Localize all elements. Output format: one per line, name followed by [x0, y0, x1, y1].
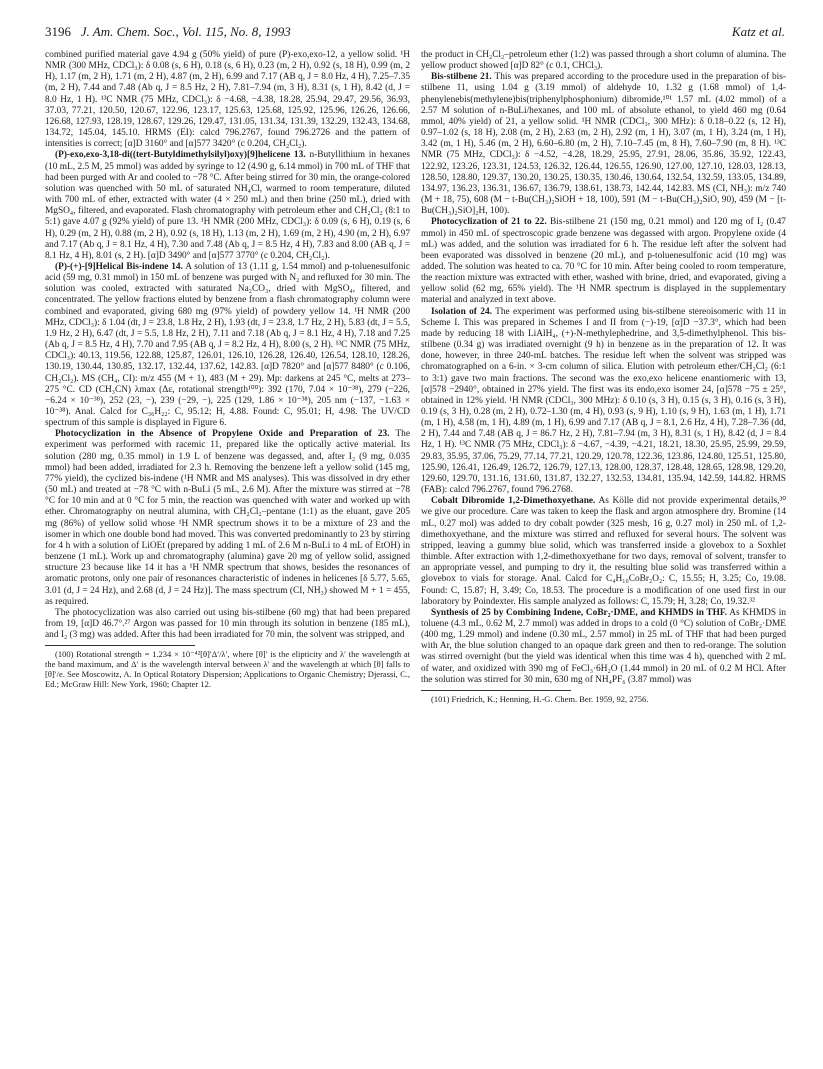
- paragraph: [421, 496, 786, 608]
- paragraph: [45, 50, 410, 150]
- footnote: (100) Rotational strength = 1.234 × 10⁻⁴²[θ]′Δ′/λ′, where [θ]′ is the elipticity and λ′ the wavelength at the band maximum, and Δ′ is the wavelength interval between λ′ and the wavelength at which [θ] falls to [θ]′/e. See Moscowitz, A. In Optical Rotatory Dispersion; Applications to Organic Chemistry; Djerassi, C., Ed.; McGraw Hill: New York, 1960; Chapter 12.: [45, 649, 410, 690]
- paragraph: [45, 150, 410, 262]
- paragraph-text: As Kölle did not provide experimental details,³⁰ we give our procedure. Care was taken to keep the flask and argon atmosphere dry. Bromine (14 mL, 0.27 mol) was added to dry cobalt powder (325 mesh, 16 g, 0.27 mol) in 250 mL of 1,2-dimethoxyethane, and the mixture was stirred and refluxed for several hours. The solvent was stripped, leaving a gummy blue solid, which was transferred inside a glovebox to a Soxhlet thimble. After extraction with 1,2-dimethoxyethane for two days, removal of solvent, transfer to an appropriate vessel, and pumping to dry it, the resulting blue solid was transferred within a glovebox to vials for storage. Anal. Calcd for C₄H₁₀CoBr₂O₂: C, 15.55; H, 3.25; Co, 19.08. Found: C, 15.87; H, 3.49; Co, 18.53. The procedure is a modification of one used first in our laboratory by Poindexter. His sample analyzed as follows: C, 15.79; H, 3.28; Co, 19.32.³²: [421, 496, 786, 607]
- run-in-heading: Photocyclization of 21 to 22.: [431, 217, 547, 228]
- paragraph: [421, 50, 786, 72]
- right-column: [421, 50, 786, 1055]
- paragraph: [45, 608, 410, 641]
- run-in-heading: Bis-stilbene 21.: [431, 72, 492, 83]
- paragraph-text: the product in CH₂Cl₂–petroleum ether (1:2) was passed through a short column of alumina. The yellow product showed [α]D 82° (c 0.1, CHCl₃).: [421, 50, 786, 72]
- paragraph-text: As KHMDS in toluene (4.3 mL, 0.62 M, 2.7 mmol) was added in drops to a cold (0 °C) solution of CoBr₂·DME (400 mg, 1.29 mmol) and indene (0.30 mL, 2.57 mmol) in 25 mL of THF that had been purged with Ar, the blue solution changed to an opaque dark green and then to red-orange. The solution was stirred overnight (but the yield was identical when this time was 4 h), quenched with 2 mL of water, and oxidized with 390 mg of FeCl₃·6H₂O (1.44 mmol) in 20 mL of 0.2 M HCl. After the solution was stirred for 30 min, 630 mg of NH₄PF₆ (3.87 mmol) was: [421, 607, 786, 685]
- paragraph: [421, 72, 786, 217]
- running-authors: Katz et al.: [731, 24, 785, 39]
- paragraph-text: The photocyclization was also carried out using bis-stilbene (60 mg) that had been prepared from 19, [α]D 46.7°.²⁷ Argon was passed for 10 min through its solution in benzene (185 mL), and I₂ (3 mg) was added. After this had been irradiated for 70 min, the solvent was stripped, and: [45, 607, 410, 641]
- run-in-heading: (P)-(+)-[9]Helical Bis-indene 14.: [55, 261, 183, 272]
- run-in-heading: Photocyclization in the Absence of Propylene Oxide and Preparation of 23.: [55, 429, 390, 440]
- footnote: (101) Friedrich, K.; Henning, H.-G. Chem. Ber. 1959, 92, 2756.: [431, 693, 649, 704]
- run-in-heading: Isolation of 24.: [431, 306, 492, 317]
- footnote-rule: [45, 645, 195, 646]
- paragraph-text: The experiment was performed using bis-stilbene stereoisomeric with 11 in Scheme I. This was prepared in Schemes I and II from (−)-19, [α]D −37.3°, which had been made by reducing 18 with LiAlH₄, (+)-N-methylephedrine, and 3,5-dimethylphenol. This bis-stilbene (0.34 g) was irradiated overnight (9 h) in benzene as in the preparation of 12. It was done, however, in three 240-mL batches. The residue left when the solvent was stripped was chromatographed on a 6-in. × 3-cm column of silica. Elution with petroleum ether/CH₂Cl₂ (6:1 to 3:1) gave two main fractions. The second was the exo,exo helicene enantiomeric with 13, [α]578 −2940°, obtained in 27% yield. The first was its endo,exo isomer 24, [α]578 −75 ± 25°, obtained in 12% yield. ¹H NMR (CDCl₃, 300 MHz): δ 0.10 (s, 3 H), 0.15 (s, 3 H), 0.16 (s, 3 H), 0.19 (s, 3 H), 0.28 (m, 2 H), 0.72–1.30 (m, 4 H), 0.93 (s, 9 H), 1.10 (s, 9 H), 1.63 (m, 1 H), 1.71 (m, 1 H), 4.58 (m, 1 H), 4.89 (m, 1 H), 6.99 and 7.17 (AB q, J = 8.1, 2.6 Hz, 4 H), 7.28–7.36 (dd, 2 H), 7.44 and 7.48 (AB q, J = 86.7 Hz, 2 H), 7.81–7.94 (m, 3 H), 8.31 (s, 1 H), 8.42 (d, J = 8.4 Hz, 1 H). ¹³C NMR (75 MHz, CDCl₃): δ −4.67, −4.39, −4.21, 18.21, 18.30, 25.95, 25.99, 29.59, 29.83, 35.95, 37.06, 75.29, 77.14, 77.21, 120.29, 120.78, 122.36, 123.86, 124.80, 125.51, 125.80, 125.90, 126.41, 126.49, 126.72, 126.79, 127.13, 128.00, 128.37, 128.48, 128.65, 128.98, 129.20, 129.60, 129.70, 131.16, 131.60, 131.87, 132.27, 132.53, 134.81, 135.94, 142.59, 144.82. HRMS (FAB): calcd 796.2767, found 796.2768.: [421, 306, 786, 496]
- paragraph: [421, 217, 786, 306]
- paragraph: [45, 262, 410, 429]
- run-in-heading: (P)-exo,exo-3,18-di((tert-Butyldimethylsilyl)oxy)[9]helicene 13.: [55, 150, 306, 161]
- paragraph: [45, 429, 410, 608]
- run-in-heading: Synthesis of 25 by Combining Indene, CoBr₂·DME, and KHMDS in THF.: [431, 607, 728, 618]
- footnote-rule: [421, 690, 571, 691]
- paragraph-text: Bis-stilbene 21 (150 mg, 0.21 mmol) and 120 mg of I₂ (0.47 mmol) in 450 mL of spectroscopic grade benzene was degassed with argon. Propylene oxide (4 mL) was added, and the solution was irradiated for 6 h. The residue left after the solvent had been evaporated was dissolved in benzene (20 mL), and p-toluenesulfonic acid (10 mg) was added. The solution was heated to ca. 70 °C for 10 min. After being cooled to room temperature, the reaction mixture was extracted with ether, washed with brine, dried, and evaporated, giving a yellow solid (62 mg, 65% yield). The ¹H NMR spectrum is displayed in the supplementary material and analyzed in text above.: [421, 217, 786, 306]
- run-in-heading: Cobalt Dibromide 1,2-Dimethoxyethane.: [431, 496, 596, 507]
- paragraph-text: The experiment was performed with racemic 11, prepared like the optically active material. Its solution (280 mg, 0.35 mmol) in 1.9 L of benzene was degassed, and, after I₂ (9 mg, 0.035 mmol) had been added, irradiated for 2.3 h. Removing the benzene left a yellow solid (145 mg, 77% yield), the cyclized bis-indene (¹H NMR and MS analyses). This was dissolved in dry ether (50 mL) and treated at −78 °C with n-BuLi (5 mL, 2.6 M). After the mixture was stirred at −78 °C for 10 min and at 0 °C for 5 min, the reaction was quenched with water and worked up with ether. Chromatography on neutral alumina, with CH₂Cl₂–pentane (1:1) as the eluant, gave 205 mg (86%) of yellow solid whose ¹H NMR spectrum shows it to be a mixture of 23 and the isomer in which one double bond had moved. This was converted predominantly to 23 by stirring for 4 h with a solution of LiOEt (prepared by adding 1 mL of 2.6 M n-BuLi to 4 mL of EtOH) in benzene (1 mL). Work up and chromatography (alumina) gave 20 mg of yellow solid, assigned structure 23 because like 14 it has a ¹H NMR spectrum that shows, besides the resonances of aromatic protons, only one pair of resonances characteristic of indenes in helicenes [δ 5.77, 5.65, 3.01 (d, J = 24 Hz), and 2.68 (d, J = 24 Hz)]. The mass spectrum (CI, NH₃) showed M + 1 = 455, as required.: [45, 429, 410, 607]
- paragraph: [421, 608, 786, 686]
- journal-citation: J. Am. Chem. Soc., Vol. 115, No. 8, 1993: [80, 24, 291, 39]
- paragraph: [421, 307, 786, 497]
- paragraph-text: A solution of 13 (1.11 g, 1.54 mmol) and p-toluenesulfonic acid (59 mg, 0.31 mmol) in 150 mL of benzene was purged with N₂ and refluxed for 30 min. The solution was cooled, extracted with saturated Na₂CO₃, dried with MgSO₄, filtered, and concentrated. The yellow fractions eluted by benzene from a flash chromatography column were combined and evaporated, giving 680 mg (97% yield) of powdery yellow 14. ¹H NMR (200 MHz, CDCl₃): δ 1.04 (dt, J = 23.8, 1.8 Hz, 2 H), 1.93 (dt, J = 23.8, 1.7 Hz, 2 H), 5.83 (dt, J = 5.5, 1.9 Hz, 2 H), 6.47 (dt, J = 5.5, 1.8 Hz, 2 H), 7.11 and 7.18 (Ab q, J = 8.1 Hz, 4 H), 7.18 and 7.25 (Ab q, J = 8.5 Hz, 4 H), 7.70 and 7.95 (AB q, J = 8.2 Hz, 4 H), 8.00 (s, 2 H). ¹³C NMR (75 MHz, CDCl₃): 40.13, 119.56, 122.88, 125.87, 126.01, 126.10, 126.28, 126.40, 126.54, 128.10, 128.26, 130.19, 130.44, 130.85, 132.17, 132.44, 137.62, 142.83. [α]D 7820° and [α]577 8480° (c 0.106, CH₂Cl₂). MS (CH₄, CI): m/z 455 (M + 1), 483 (M + 29). Mp: darkens at 245 °C, melts at 273–275 °C. CD (CH₃CN) λmax (Δε, rotational strength¹⁰⁰): 392 (170, 7.04 × 10⁻³⁸), 279 (−226, −6.24 × 10⁻³⁸), 252 (23, −), 239 (−29, −), 225 (129, 1.86 × 10⁻³⁸), 205 nm (−137, −1.63 × 10⁻³⁸). Anal. Calcd for C₃₆H₂₂: C, 95.12; H, 4.88. Found: C, 95.01; H, 4.98. The UV/CD spectrum of this sample is displayed in Figure 6.: [45, 261, 410, 429]
- page-number: 3196: [45, 24, 71, 39]
- running-header: [45, 24, 785, 42]
- paragraph-text: n-Butyllithium in hexanes (10 mL, 2.5 M, 25 mmol) was added by syringe to 12 (4.90 g, 6.14 mmol) in 700 mL of THF that had been purged with Ar and cooled to −78 °C. After being stirred for 30 min, the orange-colored solution was quenched with 50 mL of saturated NH₄Cl, warmed to room temperature, diluted with 700 mL of ether, extracted with water (4 × 250 mL) and then brine (250 mL), dried with MgSO₄, filtered, and evaporated. Flash chromatography with petroleum ether and CH₂Cl₂ (8:1 to 5:1) gave 4.07 g (92% yield) of pure 13. ¹H NMR (200 MHz, CDCl₃): δ 0.09 (s, 6 H), 0.19 (s, 6 H), 0.29 (m, 2 H), 0.88 (m, 2 H), 0.92 (s, 18 H), 1.13 (m, 2 H), 1.69 (m, 2 H), 4.90 (m, 2 H), 6.97 and 7.17 (Ab q, J = 8.1 Hz, 4 H), 7.30 and 7.48 (Ab q, J = 8.5 Hz, 4 H), 7.83 and 8.00 (AB q, J = 8.1 Hz, 4 H), 8.01 (s, 2 H). [α]D 3490° and [α]577 3770° (c 0.204, CH₂Cl₂).: [45, 150, 410, 261]
- paragraph-text: combined purified material gave 4.94 g (50% yield) of pure (P)-exo,exo-12, a yellow solid. ¹H NMR (300 MHz, CDCl₃): δ 0.08 (s, 6 H), 0.18 (s, 6 H), 0.23 (m, 2 H), 0.92 (s, 18 H), 0.99 (m, 2 H), 1.17 (m, 2 H), 1.71 (m, 2 H), 4.87 (m, 2 H), 6.99 and 7.17 (AB q, J = 8.0 Hz, 4 H), 7.25–7.35 (m, 2 H), 7.44 and 7.48 (Ab q, J = 8.5 Hz, 2 H), 7.81–7.94 (m, 3 H), 8.31 (s, 1 H), 8.42 (d, J = 8.0 Hz, 1 H). ¹³C NMR (75 MHz, CDCl₃): δ −4.68, −4.38, 18.28, 25.94, 29.47, 29.56, 36.93, 37.03, 77.21, 120.50, 120.67, 122.96, 123.17, 125.63, 125.68, 125.92, 125.96, 126.26, 126.66, 126.68, 127.93, 128.19, 128.67, 129.26, 129.47, 131.05, 131.34, 131.39, 132.29, 132.43, 134.68, 134.72, 145.04, 145.10. HRMS (EI): calcd 796.2767, found 796.2726 and the pattern of intensities is correct; [α]D 3160° and [α]577 3420° (c 0.204, CH₂Cl₂).: [45, 50, 410, 150]
- paragraph-text: This was prepared according to the procedure used in the preparation of bis-stilbene 11, using 1.04 g (3.19 mmol) of aldehyde 10, 1.32 g (1.68 mmol) of 1,4-phenylenebis(methylene)bis(triphenylphosphonium) dibromide,¹⁰¹ 1.57 mL (4.02 mmol) of a 2.57 M solution of n-BuLi/hexanes, and 100 mL of absolute ethanol, to yield 460 mg (0.64 mmol, 40% yield) of 21, a yellow solid. ¹H NMR (CDCl₃, 300 MHz): δ 0.18–0.22 (s, 12 H), 0.97–1.02 (s, 18 H), 2.08 (m, 2 H), 2.63 (m, 2 H), 2.92 (m, 1 H), 3.07 (m, 1 H), 3.24 (m, 1 H), 3.42 (m, 1 H), 5.46 (m, 2 H), 6.60–6.80 (m, 2 H), 7.10–7.45 (m, 8 H), 7.60–7.90 (m, 8 H). ¹³C NMR (75 MHz, CDCl₃): δ −4.52, −4.28, 18.29, 25.95, 27.91, 28.06, 35.86, 35.92, 122.43, 122.92, 123.26, 123.31, 124.53, 126.32, 126.44, 126.55, 126.90, 127.00, 127.10, 128.03, 128.13, 128.50, 128.80, 129.37, 130.20, 130.25, 130.35, 130.46, 130.64, 132.54, 132.59, 133.05, 134.89, 134.97, 136.23, 136.31, 136.67, 136.79, 138.61, 138.73, 142.44, 142.83. MS (CI, NH₃): m/z 740 (M + 18, 75), 608 (M − t-Bu(CH₃)₂SiOH + 18, 100), 591 (M − t-Bu(CH₃)₂SiO, 90), 459 (M − [t-Bu(CH₃)₂SiO]₂H, 100).: [421, 72, 786, 217]
- left-column: [45, 50, 410, 1055]
